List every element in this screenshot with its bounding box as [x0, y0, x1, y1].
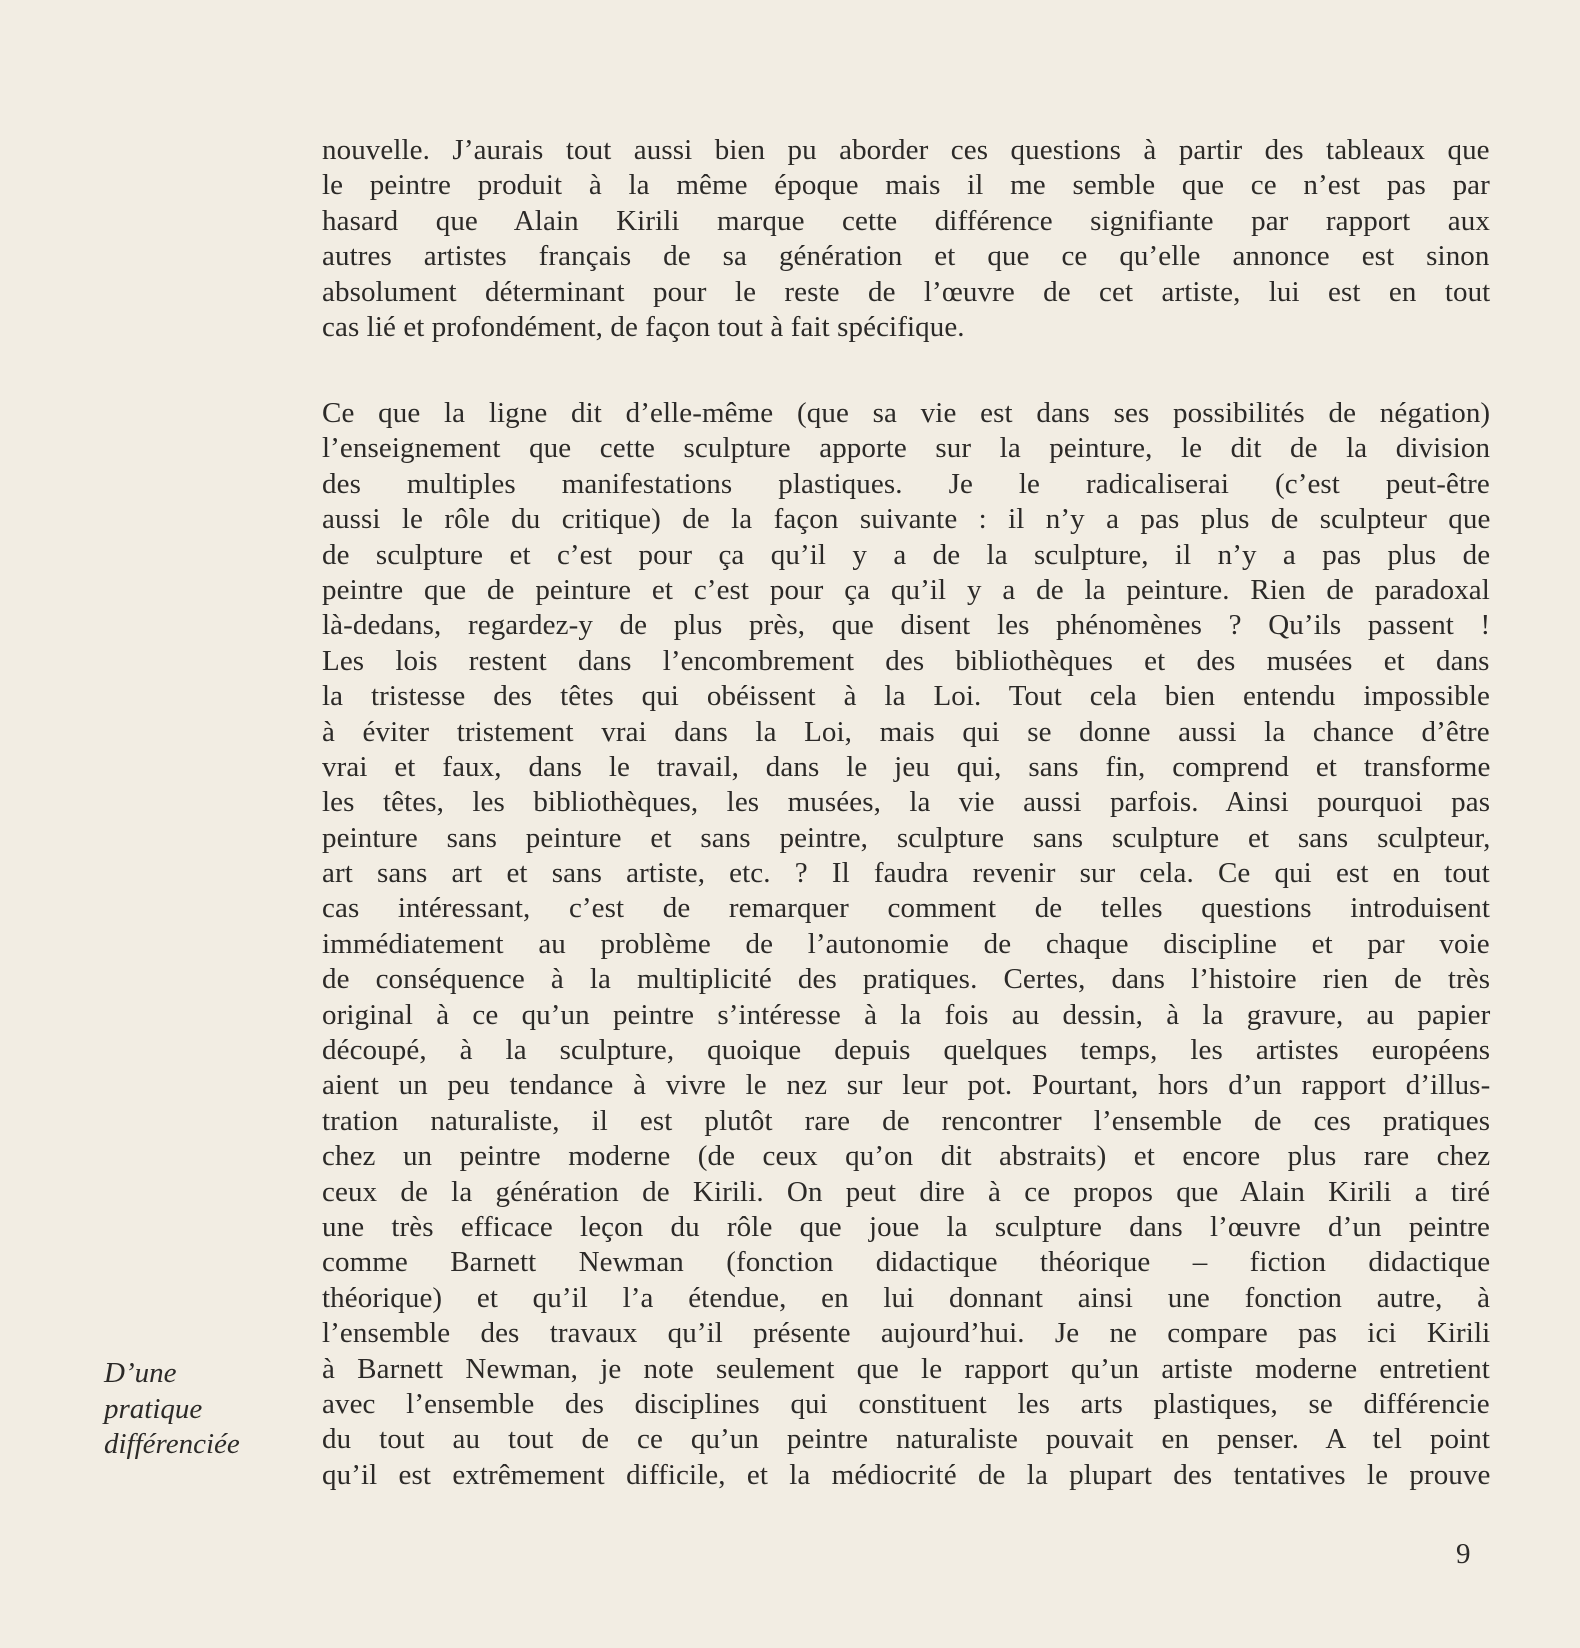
text-line: du tout au tout de ce qu’un peintre naturaliste pouvait en penser. A tel point — [322, 1423, 1491, 1456]
text-line: l’ensemble des travaux qu’il présente aujourd’hui. Je ne compare pas ici Kirili — [322, 1317, 1491, 1350]
text-line: le peintre produit à la même époque mais il me semble que ce n’est pas par — [322, 169, 1490, 202]
text-line: qu’il est extrêmement difficile, et la médiocrité de la plupart des tentatives le prouve — [322, 1458, 1491, 1491]
text-line: immédiatement au problème de l’autonomie de chaque discipline et par voie — [322, 927, 1490, 960]
text-line: théorique) et qu’il l’a étendue, en lui donnant ainsi une fonction autre, à — [322, 1281, 1491, 1314]
text-line: de sculpture et c’est pour ça qu’il y a de la sculpture, il n’y a pas plus de — [322, 538, 1491, 571]
text-line: cas lié et profondément, de façon tout à fait spécifique. — [322, 310, 965, 343]
text-line: Les lois restent dans l’encombrement des bibliothèques et des musées et dans — [322, 644, 1490, 677]
text-line: avec l’ensemble des disciplines qui constituent les arts plastiques, se différencie — [322, 1387, 1490, 1420]
text-line: à éviter tristement vrai dans la Loi, mais qui se donne aussi la chance d’être — [322, 715, 1490, 748]
text-line: de conséquence à la multiplicité des pratiques. Certes, dans l’histoire rien de très — [322, 963, 1491, 996]
margin-note — [104, 1356, 240, 1463]
text-line: art sans art et sans artiste, etc. ? Il faudra revenir sur cela. Ce qui est en tout — [322, 857, 1490, 890]
paragraph-2 — [322, 396, 1490, 1493]
text-line: cas intéressant, c’est de remarquer comment de telles questions introduisent — [322, 892, 1490, 925]
text-line: des multiples manifestations plastiques. Je le radicaliserai (c’est peut-être — [322, 467, 1490, 500]
text-line: l’enseignement que cette sculpture apporte sur la peinture, le dit de la division — [322, 432, 1491, 465]
text-line: autres artistes français de sa génération et que ce qu’elle annonce est sinon — [322, 240, 1490, 273]
text-line: vrai et faux, dans le travail, dans le jeu qui, sans fin, comprend et transforme — [322, 750, 1491, 783]
text-line: ceux de la génération de Kirili. On peut dire à ce propos que Alain Kirili a tiré — [322, 1175, 1491, 1208]
text-line: là-dedans, regardez-y de plus près, que disent les phénomènes ? Qu’ils passent ! — [322, 609, 1491, 642]
text-line: une très efficace leçon du rôle que joue la sculpture dans l’œuvre d’un peintre — [322, 1210, 1491, 1243]
page-number: 9 — [1456, 1538, 1471, 1570]
text-line: Ce que la ligne dit d’elle-même (que sa vie est dans ses possibilités de négation) — [322, 397, 1491, 429]
paragraph-1 — [322, 133, 1490, 345]
text-line: aient un peu tendance à vivre le nez sur leur pot. Pourtant, hors d’un rapport d’illus- — [322, 1069, 1491, 1102]
text-line: tration naturaliste, il est plutôt rare de rencontrer l’ensemble de ces pratiques — [322, 1104, 1491, 1137]
text-line: comme Barnett Newman (fonction didactique théorique – fiction didactique — [322, 1246, 1491, 1279]
margin-note-line: différenciée — [104, 1428, 240, 1461]
margin-note-line: D’une — [104, 1357, 177, 1389]
margin-note-line: pratique — [104, 1392, 203, 1425]
text-line: peinture sans peinture et sans peintre, sculpture sans sculpture et sans sculpteur, — [322, 821, 1491, 854]
text-line: la tristesse des têtes qui obéissent à la Loi. Tout cela bien entendu impossible — [322, 680, 1491, 713]
text-line: à Barnett Newman, je note seulement que le rapport qu’un artiste moderne entretient — [322, 1352, 1490, 1385]
text-line: absolument déterminant pour le reste de l’œuvre de cet artiste, lui est en tout — [322, 275, 1491, 308]
text-line: chez un peintre moderne (de ceux qu’on dit abstraits) et encore plus rare chez — [322, 1140, 1491, 1173]
text-line: nouvelle. J’aurais tout aussi bien pu aborder ces questions à partir des tableaux que — [322, 134, 1490, 166]
text-line: peintre que de peinture et c’est pour ça qu’il y a de la peinture. Rien de paradoxal — [322, 573, 1490, 606]
text-line: aussi le rôle du critique) de la façon suivante : il n’y a pas plus de sculpteur que — [322, 503, 1491, 536]
text-line: hasard que Alain Kirili marque cette différence signifiante par rapport aux — [322, 204, 1490, 237]
text-line: découpé, à la sculpture, quoique depuis quelques temps, les artistes européens — [322, 1034, 1491, 1067]
text-line: original à ce qu’un peintre s’intéresse à la fois au dessin, à la gravure, au papier — [322, 998, 1491, 1031]
text-line: les têtes, les bibliothèques, les musées, la vie aussi parfois. Ainsi pourquoi pas — [322, 786, 1491, 819]
